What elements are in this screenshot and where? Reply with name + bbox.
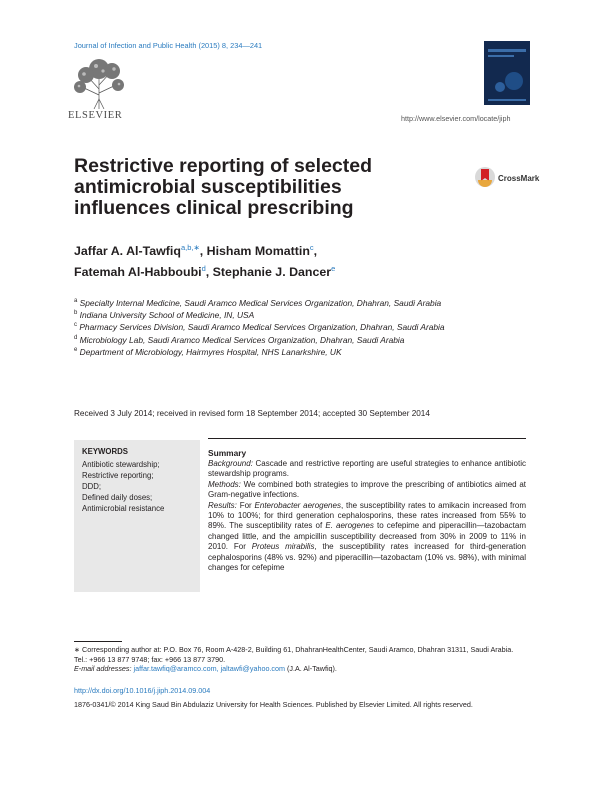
elsevier-tree-logo [70, 55, 128, 109]
author-separator: , [199, 244, 207, 259]
affiliation-text: Specialty Internal Medicine, Saudi Aramco Medical Services Organization, Dhahran, Saudi Arabia [79, 297, 442, 308]
article-title: Restrictive reporting of selected antimicrobial susceptibilities influences clinical prescribing [74, 155, 373, 219]
author-name[interactable]: Fatemah Al-Habboubi [74, 265, 202, 280]
email-links[interactable]: jaffar.tawfiq@aramco.com, jaltawfi@yahoo.com [133, 664, 286, 674]
results-text: , the susceptibility rates increased for third-generation cephalosporins (48% vs. 92%) and piperacillin—tazobactam (10% vs. 98%), with minimal changes for cefepime [208, 542, 527, 573]
author-marks[interactable]: a,b,∗ [180, 243, 200, 252]
email-owner: (J.A. Al-Tawfiq). [285, 664, 337, 674]
affiliation-mark: c [74, 322, 77, 329]
author-marks[interactable]: d [201, 264, 206, 274]
email-line [74, 664, 514, 674]
crossmark-label: CrossMark [498, 173, 540, 183]
crossmark-icon [474, 166, 496, 190]
methods-text: We combined both strategies to improve the prescribing of antibiotics aimed at Gram-negative infections. [208, 479, 526, 500]
affiliation-mark: a [74, 298, 78, 304]
received-dates: Received 3 July 2014; received in revised form 18 September 2014; accepted 30 September 2014 [74, 409, 430, 418]
journal-cover-art [484, 41, 530, 105]
summary-body [208, 459, 526, 573]
affiliation-text: Department of Microbiology, Hairmyres Hospital, NHS Lanarkshire, UK [79, 346, 342, 357]
keyword-item: Defined daily doses; [82, 493, 153, 502]
crossmark-badge[interactable] [474, 166, 539, 190]
copyright-line: 1876-0341/© 2014 King Saud Bin Abdulaziz University for Health Sciences. Published by Elsevier Limited. All rights reserved. [74, 700, 473, 709]
background-text: Cascade and restrictive reporting are useful strategies to enhance antibiotic stewardship programs. [208, 459, 526, 479]
summary-background [208, 459, 526, 480]
affiliation-text: Pharmacy Services Division, Saudi Aramco Medical Services Organization, Dhahran, Saudi Arabia [79, 322, 445, 333]
author-separator: , [205, 265, 213, 280]
author-list [74, 239, 494, 281]
author-name[interactable]: Jaffar A. Al-Tawfiq [74, 244, 181, 259]
affiliation-mark: b [74, 310, 78, 317]
summary-heading: Summary [208, 448, 247, 458]
affiliation-mark: d [74, 334, 78, 341]
keywords-list [82, 459, 197, 514]
results-text: For [236, 500, 255, 510]
summary-results [208, 501, 526, 574]
methods-label: Methods: [208, 479, 241, 489]
author-name[interactable]: Hisham Momattin [206, 244, 310, 259]
keyword-item: DDD; [82, 482, 102, 491]
keywords-heading: KEYWORDS [82, 447, 128, 456]
publisher-name: ELSEVIER [68, 110, 123, 121]
affiliation-list [74, 296, 494, 357]
keyword-item: Antimicrobial resistance [82, 504, 165, 513]
author-marks[interactable]: c [309, 243, 314, 252]
results-text: to cefepime and piperacillin—tazobactam changed little, and the ampicillin susceptibility decreased from 30% in 2009 to 11% in 2010. For [208, 521, 526, 552]
footnote-divider [74, 641, 122, 642]
author-name[interactable]: Stephanie J. Dancer [212, 265, 332, 280]
results-text: , the susceptibility rates to amikacin increased from 10% to 100%; for third generation cephalosporins, these rates increased from 55% to 89%. The susceptibility rates of [208, 500, 526, 531]
affiliation-item [74, 345, 494, 357]
affiliation-text: Microbiology Lab, Saudi Aramco Medical Services Organization, Dhahran, Saudi Arabia [79, 334, 405, 345]
affiliation-item [74, 333, 494, 345]
affiliation-item [74, 320, 494, 332]
summary-methods [208, 480, 526, 501]
doi-link[interactable]: http://dx.doi.org/10.1016/j.jiph.2014.09.004 [74, 686, 211, 695]
affiliation-item [74, 308, 494, 320]
organism-name: Proteus mirabilis [251, 542, 315, 552]
keyword-item: Antibiotic stewardship; [82, 460, 160, 469]
footnote [74, 645, 514, 674]
affiliation-text: Indiana University School of Medicine, IN, USA [79, 310, 255, 320]
journal-url[interactable]: http://www.elsevier.com/locate/jiph [401, 114, 511, 123]
affiliation-mark: e [74, 346, 78, 353]
corresponding-author-note: ∗ Corresponding author at: P.O. Box 76, Room A-428-2, Building 61, DhahranHealthCenter, Saudi Aramco, Dhahran 31311, Saudi Arabia. Tel.: +966 13 877 9748; fax: +966 13 877 3790. [74, 645, 514, 664]
journal-cover-image [484, 41, 530, 105]
organism-name: Enterobacter aerogenes [254, 500, 341, 510]
keyword-item: Restrictive reporting; [82, 471, 154, 480]
author-marks[interactable]: e [331, 264, 336, 274]
email-label: E-mail addresses: [74, 664, 132, 674]
results-label: Results: [208, 500, 237, 510]
journal-citation[interactable]: Journal of Infection and Public Health (2015) 8, 234—241 [74, 41, 263, 50]
organism-name: E. aerogenes [325, 521, 374, 531]
affiliation-item [74, 296, 494, 308]
author-separator: , [313, 244, 318, 259]
background-label: Background: [208, 459, 253, 468]
